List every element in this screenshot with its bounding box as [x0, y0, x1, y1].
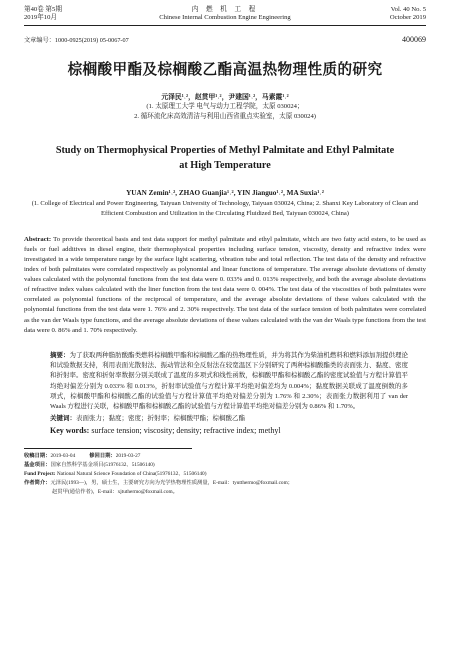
footnote-divider [24, 448, 192, 449]
abstract-cn [50, 350, 408, 424]
fund-cn-text: 国家自然科学基金项目(51976132、51506140) [50, 461, 155, 468]
header-volume-en: Vol. 40 No. 5 [390, 6, 426, 13]
keywords-cn-text: 表面张力；黏度；密度；折射率；棕榈酸甲酯；棕榈酸乙酯 [76, 414, 245, 422]
fund-en-label: Fund Project: [24, 470, 56, 477]
affiliation-cn-1: (1. 太原理工大学 电气与动力工程学院，太原 030024； [146, 102, 304, 110]
abstract-cn-label: 摘要： [50, 350, 70, 359]
footnote-corresponding [24, 488, 426, 497]
header-date-cn: 2019年10月 [24, 14, 57, 22]
article-number: 文章编号：1000-0925(2019) 05-0067-07 [24, 36, 129, 44]
footnote-fund-en [24, 470, 426, 479]
fund-en-text: National Natural Science Foundation of China(51976132、51506140) [56, 470, 207, 477]
keywords-cn [50, 413, 408, 424]
header-issue-en [306, 6, 426, 23]
author-info-label: 作者简介： [24, 479, 51, 486]
abstract-cn-text: 为了获取两种脂肪酸酯类燃料棕榈酸甲酯和棕榈酸乙酯的热物理性质，并为将其作为柴油机燃料和燃料添加剂提供理论和试验数据支持，利用表面光散射法、振动管法和全反射法在较宽温区下分别研究了两种棕榈酸酯类的表面张力、黏度、密度和折射率。密度和折射率数据分别关联成了温度的多项式和线性函数，棕榈酸甲酯和棕榈酸乙酯的密度试验值与方程计算值平均绝对偏差分别为 0.033% 和 0.013%，折射率试验值与方程计算平均绝对偏差均为 0.004%；黏度数据关联成了温度倒数的多项式，棕榈酸甲酯和棕榈酸乙酯的试验值与方程计算值平均绝对偏差分别为 1.76% 和 2.30%；表面张力数据利用了 van der Waals 方程进行关联，棕榈酸甲酯和棕榈酸乙酯的试验值与方程计算值平均绝对偏差分别为 0.86% 和 1.70%。 [50, 351, 409, 411]
revised-date: 2019-03-27 [115, 452, 141, 459]
article-code: 400069 [402, 34, 426, 44]
journal-header [24, 0, 426, 23]
corresponding-label: 赵贯甲(通信作者)， [52, 488, 98, 495]
header-journal [144, 6, 306, 23]
header-volume: 第40卷 第5期 [24, 6, 62, 13]
keywords-en-label: Key words: [50, 425, 90, 435]
authors-cn: 元泽民¹˒²，赵贯甲¹˒²，尹建国¹˒²，马素霞¹˒² [161, 93, 289, 101]
header-issue [24, 6, 144, 23]
article-info-row [24, 35, 426, 44]
header-journal-cn: 内 燃 机 工 程 [191, 6, 259, 13]
keywords-en [50, 426, 408, 435]
affiliations-cn [24, 102, 426, 122]
footnote-author [24, 479, 426, 488]
title-en: Study on Thermophysical Properties of Methyl Palmitate and Ethyl Palmitate at High Temperature [55, 144, 395, 171]
author-info-text: 元泽民(1993—)，男，硕士生，主要研究方向为光学热物理性质测量，E-mail：tyutthermo@foxmail.com； [50, 479, 293, 486]
footnote-fund-cn [24, 461, 426, 470]
footnotes [24, 452, 426, 497]
footnote-dates [24, 452, 426, 461]
affiliations-en: (1. College of Electrical and Power Engineering, Taiyuan University of Technology, Taiyuan 030024, China; 2. Shanxi Key Laboratory of Clean and Efficient Combustion and Utilization in the Circulating Fluidized Bed, Taiyuan 030024, China) [31, 199, 419, 217]
corresponding-email: E-mail：xjtuthermo@foxmail.com。 [97, 488, 178, 495]
header-journal-en: Chinese Internal Combustion Engine Engineering [159, 14, 291, 22]
abstract-en [24, 235, 426, 336]
fund-cn-label: 基金项目： [24, 461, 51, 468]
abstract-en-text: To provide theoretical basis and test data support for methyl palmitate and ethyl palmitate, which are two fatty acid esters, to be used as fuels or fuel additives in diesel engine, their thermophysical properties including surface tension, viscosity, density and refractive index were investigated in a wide temperature range by the surface light scattering, vibration tube and total reflection. The test data of the density and refractive index of both palmitates were correlated respectively as polynomial and linear functions of temperature. The average absolute deviations of density values calculated with the polynomial functions from the test data were 0. 033% and 0. 013% respectively, and both the average absolute deviations of refractive index values calculated with the liner function from the test data were 0. 004%. The test data of the viscosities of both palmitates were correlated as polynomial functions of the reciprocal of temperature, and the average absolute deviations of these values calculated with the polynomial functions from the test data were 1. 76% and 2. 30% respectively. The test data of the surface tension of both palmitates were correlated as the van der Waals type functions, and the average absolute deviations of these values calculated with the van der Waals type functions from the test data were 0. 86% and 1. 70% respectively. [24, 235, 426, 334]
revised-label: 修回日期： [89, 452, 116, 459]
authors-en: YUAN Zemin¹˒², ZHAO Guanjia¹˒², YIN Jianguo¹˒², MA Suxia¹˒² [126, 188, 324, 197]
abstract-en-label: Abstract: [24, 235, 52, 243]
received-label: 收稿日期： [24, 452, 51, 459]
title-cn: 棕榈酸甲酯及棕榈酸乙酯高温热物理性质的研究 [67, 60, 383, 78]
keywords-en-text: surface tension; viscosity; density; refractive index; methyl [91, 425, 281, 435]
received-date: 2019-03-04 [50, 452, 76, 459]
header-date-en: October 2019 [389, 14, 426, 22]
keywords-cn-label: 关键词： [50, 413, 76, 422]
header-divider [24, 25, 426, 26]
affiliation-cn-2: 2. 循环流化床高效清洁与利用山西省重点实验室，太原 030024) [134, 112, 316, 120]
